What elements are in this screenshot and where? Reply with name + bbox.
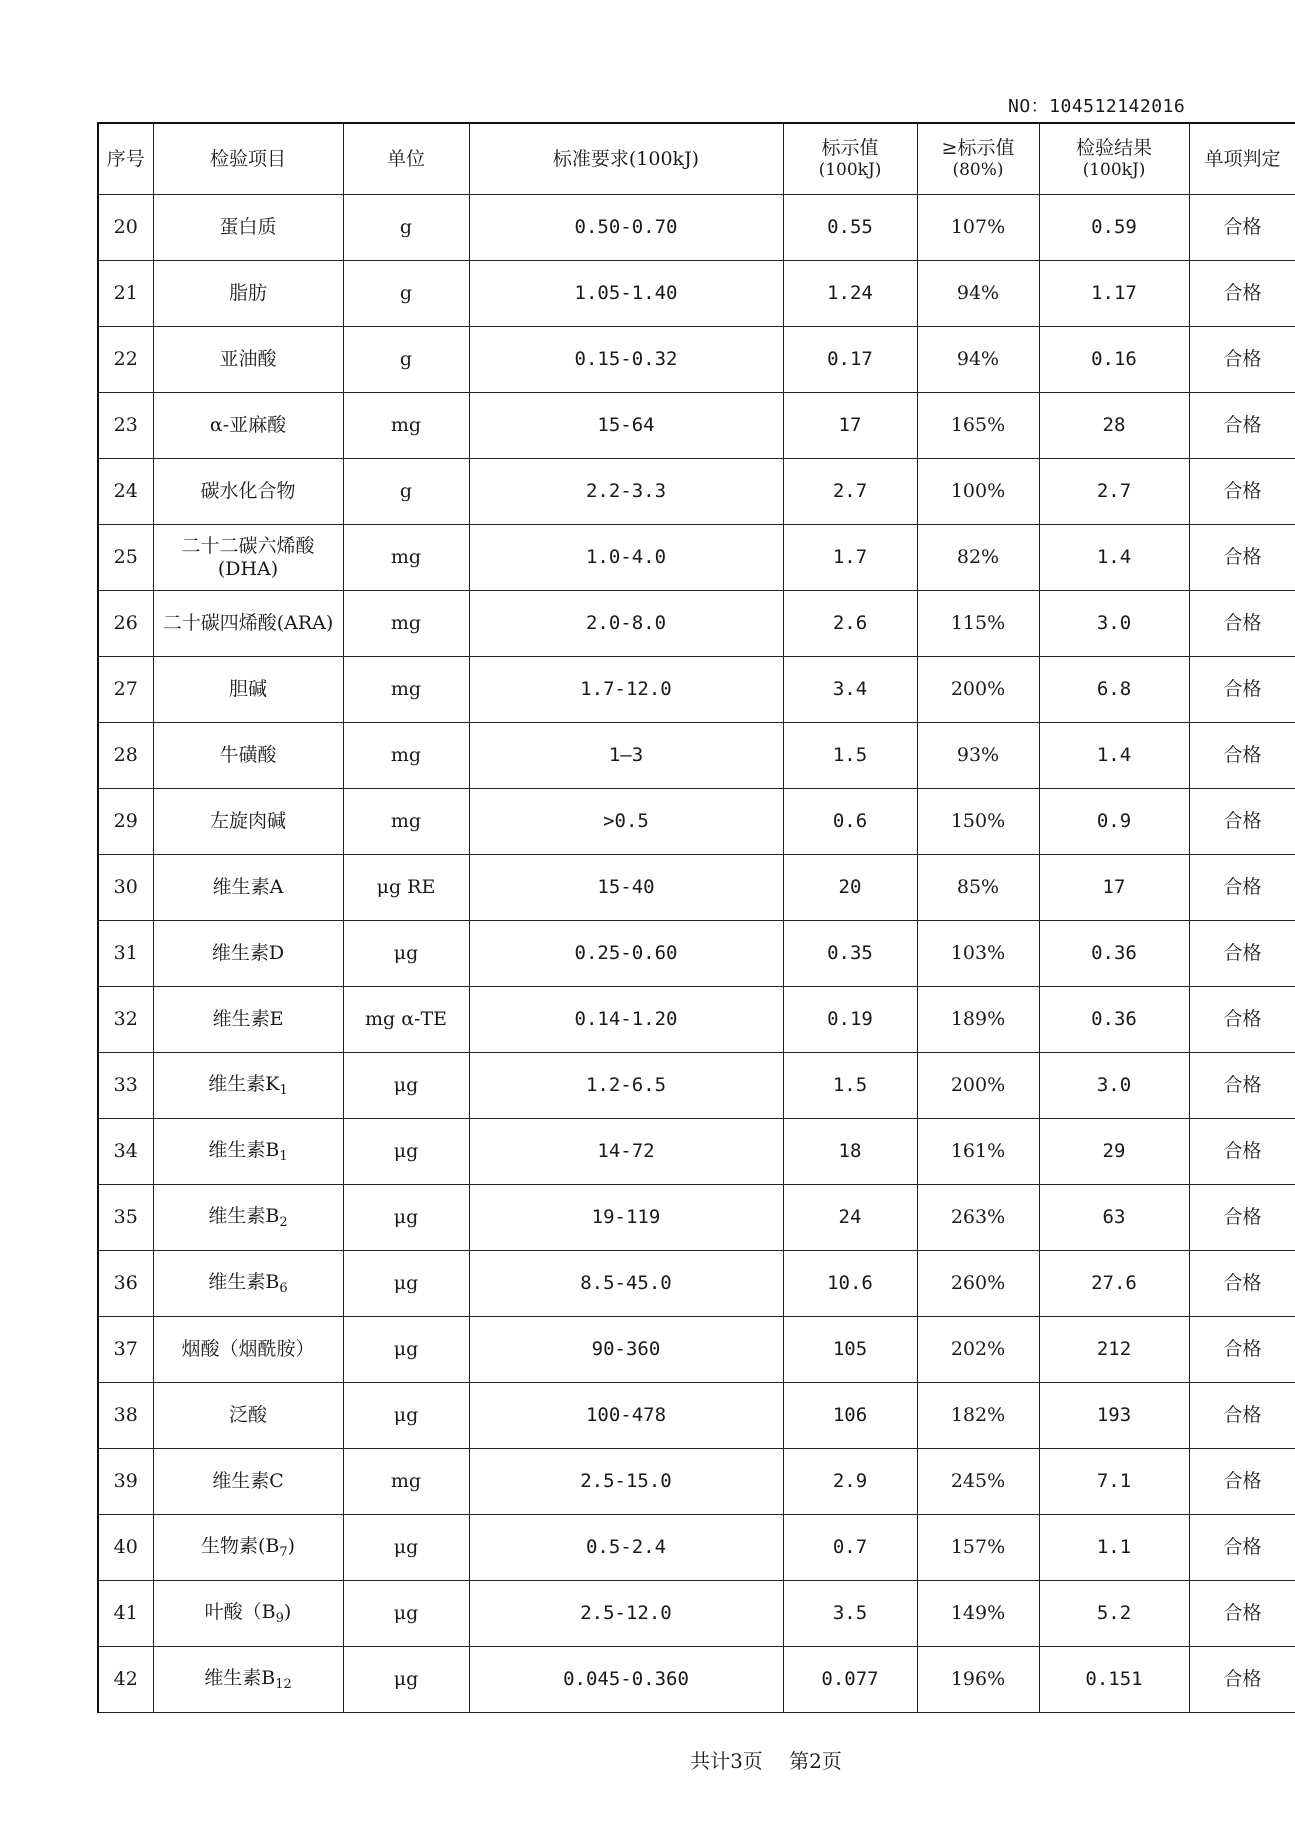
item-name-text: 维生素A bbox=[212, 876, 284, 899]
percent-of-label: 260% bbox=[917, 1251, 1039, 1317]
label-value: 10.6 bbox=[783, 1251, 917, 1317]
standard-requirement: 0.14-1.20 bbox=[469, 987, 783, 1053]
unit: g bbox=[343, 261, 469, 327]
item-name-text: 泛酸 bbox=[228, 1404, 267, 1427]
table-row bbox=[98, 1185, 1295, 1251]
header-pct-label-main: ≥标示值 bbox=[941, 137, 1015, 160]
row-number: 32 bbox=[98, 987, 153, 1053]
judgement: 合格 bbox=[1189, 459, 1295, 525]
percent-of-label: 165% bbox=[917, 393, 1039, 459]
row-number: 23 bbox=[98, 393, 153, 459]
item-name bbox=[153, 1449, 343, 1515]
test-result: 1.4 bbox=[1039, 525, 1189, 591]
item-name-text: 脂肪 bbox=[228, 282, 267, 305]
table-row bbox=[98, 195, 1295, 261]
item-name bbox=[153, 855, 343, 921]
test-result: 2.7 bbox=[1039, 459, 1189, 525]
test-result: 0.9 bbox=[1039, 789, 1189, 855]
unit: mg bbox=[343, 789, 469, 855]
item-name-text: 维生素K bbox=[208, 1072, 280, 1095]
item-name bbox=[153, 1515, 343, 1581]
label-value: 24 bbox=[783, 1185, 917, 1251]
test-result: 0.36 bbox=[1039, 921, 1189, 987]
percent-of-label: 82% bbox=[917, 525, 1039, 591]
table-row bbox=[98, 1251, 1295, 1317]
row-number: 26 bbox=[98, 591, 153, 657]
judgement: 合格 bbox=[1189, 1119, 1295, 1185]
test-result: 0.36 bbox=[1039, 987, 1189, 1053]
label-value: 0.17 bbox=[783, 327, 917, 393]
item-name bbox=[153, 1185, 343, 1251]
item-name-text: 烟酸（烟酰胺） bbox=[181, 1338, 315, 1361]
label-value: 0.19 bbox=[783, 987, 917, 1053]
item-name bbox=[153, 591, 343, 657]
item-name bbox=[153, 459, 343, 525]
unit: g bbox=[343, 459, 469, 525]
unit: mg bbox=[343, 393, 469, 459]
table-row bbox=[98, 261, 1295, 327]
label-value: 3.4 bbox=[783, 657, 917, 723]
percent-of-label: 196% bbox=[917, 1647, 1039, 1713]
header-label-value bbox=[783, 123, 917, 195]
table-row bbox=[98, 723, 1295, 789]
header-item: 检验项目 bbox=[153, 123, 343, 195]
header-label-value-main: 标示值 bbox=[821, 137, 879, 160]
percent-of-label: 202% bbox=[917, 1317, 1039, 1383]
judgement: 合格 bbox=[1189, 1053, 1295, 1119]
standard-requirement: 1.2-6.5 bbox=[469, 1053, 783, 1119]
standard-requirement: 2.5-15.0 bbox=[469, 1449, 783, 1515]
page-footer bbox=[0, 1745, 1295, 1774]
item-name-text: 维生素B bbox=[208, 1204, 280, 1227]
item-name bbox=[153, 393, 343, 459]
item-name bbox=[153, 525, 343, 591]
table-body bbox=[98, 195, 1295, 1713]
label-value: 1.7 bbox=[783, 525, 917, 591]
standard-requirement: 1.05-1.40 bbox=[469, 261, 783, 327]
item-name-text: 维生素D bbox=[211, 942, 285, 965]
judgement: 合格 bbox=[1189, 1185, 1295, 1251]
standard-requirement: 100-478 bbox=[469, 1383, 783, 1449]
label-value: 2.7 bbox=[783, 459, 917, 525]
header-result bbox=[1039, 123, 1189, 195]
item-name bbox=[153, 723, 343, 789]
label-value: 0.55 bbox=[783, 195, 917, 261]
unit: mg bbox=[343, 591, 469, 657]
label-value: 1.5 bbox=[783, 723, 917, 789]
header-result-sub: (100kJ) bbox=[1082, 160, 1146, 181]
item-name-subscript: 1 bbox=[279, 1148, 288, 1164]
item-name-text: 生物素(B bbox=[200, 1534, 280, 1557]
judgement: 合格 bbox=[1189, 1449, 1295, 1515]
table-row bbox=[98, 921, 1295, 987]
item-name-text: 维生素C bbox=[212, 1470, 284, 1493]
row-number: 30 bbox=[98, 855, 153, 921]
test-result: 3.0 bbox=[1039, 1053, 1189, 1119]
unit: μg bbox=[343, 921, 469, 987]
percent-of-label: 93% bbox=[917, 723, 1039, 789]
item-name-text: 叶酸（B bbox=[204, 1600, 276, 1623]
test-result: 27.6 bbox=[1039, 1251, 1189, 1317]
percent-of-label: 100% bbox=[917, 459, 1039, 525]
header-label-value-sub: (100kJ) bbox=[818, 160, 882, 181]
footer-total-pages: 共计3页 bbox=[690, 1749, 763, 1773]
table-row bbox=[98, 525, 1295, 591]
item-name bbox=[153, 789, 343, 855]
judgement: 合格 bbox=[1189, 195, 1295, 261]
table-row bbox=[98, 855, 1295, 921]
item-name-text: 维生素B bbox=[208, 1138, 280, 1161]
header-pct-label-sub: (80%) bbox=[952, 160, 1004, 181]
unit: mg α-TE bbox=[343, 987, 469, 1053]
unit: μg bbox=[343, 1053, 469, 1119]
row-number: 24 bbox=[98, 459, 153, 525]
header-judgement: 单项判定 bbox=[1189, 123, 1295, 195]
judgement: 合格 bbox=[1189, 789, 1295, 855]
item-name bbox=[153, 1119, 343, 1185]
judgement: 合格 bbox=[1189, 1317, 1295, 1383]
standard-requirement: 1—3 bbox=[469, 723, 783, 789]
standard-requirement: 90-360 bbox=[469, 1317, 783, 1383]
judgement: 合格 bbox=[1189, 1647, 1295, 1713]
table-row bbox=[98, 657, 1295, 723]
judgement: 合格 bbox=[1189, 1515, 1295, 1581]
label-value: 0.7 bbox=[783, 1515, 917, 1581]
standard-requirement: 0.045-0.360 bbox=[469, 1647, 783, 1713]
row-number: 33 bbox=[98, 1053, 153, 1119]
item-name-subscript: 1 bbox=[279, 1082, 288, 1098]
table-row bbox=[98, 459, 1295, 525]
table-row bbox=[98, 393, 1295, 459]
unit: μg bbox=[343, 1185, 469, 1251]
unit: μg bbox=[343, 1251, 469, 1317]
test-result: 193 bbox=[1039, 1383, 1189, 1449]
row-number: 38 bbox=[98, 1383, 153, 1449]
row-number: 29 bbox=[98, 789, 153, 855]
label-value: 2.9 bbox=[783, 1449, 917, 1515]
standard-requirement: 8.5-45.0 bbox=[469, 1251, 783, 1317]
item-name-text: 牛磺酸 bbox=[219, 744, 277, 767]
item-name bbox=[153, 1383, 343, 1449]
test-result: 7.1 bbox=[1039, 1449, 1189, 1515]
percent-of-label: 200% bbox=[917, 657, 1039, 723]
judgement: 合格 bbox=[1189, 657, 1295, 723]
item-name-text: 维生素E bbox=[212, 1008, 284, 1031]
table-row bbox=[98, 1317, 1295, 1383]
item-name-text: 维生素B bbox=[204, 1666, 276, 1689]
test-result: 0.151 bbox=[1039, 1647, 1189, 1713]
standard-requirement: 15-40 bbox=[469, 855, 783, 921]
row-number: 40 bbox=[98, 1515, 153, 1581]
judgement: 合格 bbox=[1189, 723, 1295, 789]
standard-requirement: 1.7-12.0 bbox=[469, 657, 783, 723]
percent-of-label: 245% bbox=[917, 1449, 1039, 1515]
test-result: 29 bbox=[1039, 1119, 1189, 1185]
item-name-subscript: 6 bbox=[279, 1280, 288, 1296]
row-number: 39 bbox=[98, 1449, 153, 1515]
row-number: 35 bbox=[98, 1185, 153, 1251]
standard-requirement: 0.25-0.60 bbox=[469, 921, 783, 987]
unit: μg bbox=[343, 1383, 469, 1449]
test-result: 212 bbox=[1039, 1317, 1189, 1383]
header-unit: 单位 bbox=[343, 123, 469, 195]
table-row bbox=[98, 789, 1295, 855]
row-number: 36 bbox=[98, 1251, 153, 1317]
item-name bbox=[153, 1251, 343, 1317]
judgement: 合格 bbox=[1189, 987, 1295, 1053]
test-result: 0.59 bbox=[1039, 195, 1189, 261]
label-value: 105 bbox=[783, 1317, 917, 1383]
judgement: 合格 bbox=[1189, 591, 1295, 657]
test-result: 17 bbox=[1039, 855, 1189, 921]
item-name-text: 亚油酸 bbox=[219, 348, 277, 371]
inspection-table bbox=[97, 122, 1295, 1713]
item-name-text: 二十二碳六烯酸 bbox=[181, 534, 315, 557]
table-row bbox=[98, 327, 1295, 393]
percent-of-label: 182% bbox=[917, 1383, 1039, 1449]
table-row bbox=[98, 1647, 1295, 1713]
unit: mg bbox=[343, 1449, 469, 1515]
item-name-subscript: 12 bbox=[275, 1676, 292, 1692]
item-name bbox=[153, 1053, 343, 1119]
item-name bbox=[153, 261, 343, 327]
row-number: 25 bbox=[98, 525, 153, 591]
row-number: 28 bbox=[98, 723, 153, 789]
test-result: 5.2 bbox=[1039, 1581, 1189, 1647]
unit: μg bbox=[343, 1119, 469, 1185]
percent-of-label: 263% bbox=[917, 1185, 1039, 1251]
standard-requirement: 0.50-0.70 bbox=[469, 195, 783, 261]
percent-of-label: 150% bbox=[917, 789, 1039, 855]
header-seq: 序号 bbox=[98, 123, 153, 195]
item-name bbox=[153, 987, 343, 1053]
judgement: 合格 bbox=[1189, 921, 1295, 987]
judgement: 合格 bbox=[1189, 855, 1295, 921]
standard-requirement: 15-64 bbox=[469, 393, 783, 459]
label-value: 1.24 bbox=[783, 261, 917, 327]
test-result: 1.4 bbox=[1039, 723, 1189, 789]
judgement: 合格 bbox=[1189, 525, 1295, 591]
test-result: 1.1 bbox=[1039, 1515, 1189, 1581]
item-name-text: α-亚麻酸 bbox=[209, 414, 287, 437]
item-name-subscript: 7 bbox=[279, 1544, 288, 1560]
item-name-text: 左旋肉碱 bbox=[209, 810, 286, 833]
standard-requirement: 2.0-8.0 bbox=[469, 591, 783, 657]
item-name bbox=[153, 1581, 343, 1647]
item-name-suffix: ) bbox=[283, 1600, 292, 1623]
table-row bbox=[98, 591, 1295, 657]
standard-requirement: 2.2-3.3 bbox=[469, 459, 783, 525]
standard-requirement: 14-72 bbox=[469, 1119, 783, 1185]
row-number: 21 bbox=[98, 261, 153, 327]
test-result: 6.8 bbox=[1039, 657, 1189, 723]
unit: mg bbox=[343, 525, 469, 591]
percent-of-label: 200% bbox=[917, 1053, 1039, 1119]
header-pct-label bbox=[917, 123, 1039, 195]
judgement: 合格 bbox=[1189, 327, 1295, 393]
label-value: 0.35 bbox=[783, 921, 917, 987]
item-name-subscript: 2 bbox=[279, 1214, 288, 1230]
unit: μg bbox=[343, 1515, 469, 1581]
standard-requirement: 0.5-2.4 bbox=[469, 1515, 783, 1581]
unit: mg bbox=[343, 657, 469, 723]
header-result-main: 检验结果 bbox=[1075, 137, 1152, 160]
item-name-line2: (DHA) bbox=[217, 557, 279, 580]
judgement: 合格 bbox=[1189, 1581, 1295, 1647]
footer-page-number: 第2页 bbox=[789, 1749, 842, 1773]
percent-of-label: 107% bbox=[917, 195, 1039, 261]
standard-requirement: 0.15-0.32 bbox=[469, 327, 783, 393]
unit: μg bbox=[343, 1647, 469, 1713]
unit: g bbox=[343, 327, 469, 393]
item-name bbox=[153, 921, 343, 987]
judgement: 合格 bbox=[1189, 261, 1295, 327]
label-value: 17 bbox=[783, 393, 917, 459]
table-row bbox=[98, 1119, 1295, 1185]
item-name bbox=[153, 195, 343, 261]
percent-of-label: 149% bbox=[917, 1581, 1039, 1647]
standard-requirement: 1.0-4.0 bbox=[469, 525, 783, 591]
item-name bbox=[153, 1317, 343, 1383]
label-value: 1.5 bbox=[783, 1053, 917, 1119]
unit: μg RE bbox=[343, 855, 469, 921]
label-value: 20 bbox=[783, 855, 917, 921]
label-value: 3.5 bbox=[783, 1581, 917, 1647]
report-number: NO：104512142016 bbox=[1008, 96, 1186, 117]
percent-of-label: 94% bbox=[917, 261, 1039, 327]
item-name-subscript: 9 bbox=[275, 1610, 284, 1626]
test-result: 0.16 bbox=[1039, 327, 1189, 393]
row-number: 31 bbox=[98, 921, 153, 987]
row-number: 22 bbox=[98, 327, 153, 393]
judgement: 合格 bbox=[1189, 1383, 1295, 1449]
label-value: 106 bbox=[783, 1383, 917, 1449]
item-name-text: 维生素B bbox=[208, 1270, 280, 1293]
item-name-text: 蛋白质 bbox=[219, 216, 277, 239]
label-value: 0.077 bbox=[783, 1647, 917, 1713]
table-header bbox=[98, 123, 1295, 195]
percent-of-label: 85% bbox=[917, 855, 1039, 921]
judgement: 合格 bbox=[1189, 1251, 1295, 1317]
header-standard: 标准要求(100kJ) bbox=[469, 123, 783, 195]
test-result: 3.0 bbox=[1039, 591, 1189, 657]
unit: mg bbox=[343, 723, 469, 789]
unit: g bbox=[343, 195, 469, 261]
percent-of-label: 161% bbox=[917, 1119, 1039, 1185]
percent-of-label: 103% bbox=[917, 921, 1039, 987]
test-result: 63 bbox=[1039, 1185, 1189, 1251]
unit: μg bbox=[343, 1317, 469, 1383]
table-row bbox=[98, 1383, 1295, 1449]
standard-requirement: >0.5 bbox=[469, 789, 783, 855]
table-row bbox=[98, 1449, 1295, 1515]
percent-of-label: 115% bbox=[917, 591, 1039, 657]
table-row bbox=[98, 1515, 1295, 1581]
label-value: 18 bbox=[783, 1119, 917, 1185]
item-name bbox=[153, 327, 343, 393]
row-number: 27 bbox=[98, 657, 153, 723]
table-row bbox=[98, 1581, 1295, 1647]
item-name-text: 二十碳四烯酸(ARA) bbox=[162, 612, 334, 635]
judgement: 合格 bbox=[1189, 393, 1295, 459]
item-name-text: 胆碱 bbox=[228, 678, 267, 701]
test-result: 1.17 bbox=[1039, 261, 1189, 327]
label-value: 2.6 bbox=[783, 591, 917, 657]
item-name bbox=[153, 657, 343, 723]
item-name bbox=[153, 1647, 343, 1713]
unit: μg bbox=[343, 1581, 469, 1647]
standard-requirement: 2.5-12.0 bbox=[469, 1581, 783, 1647]
table-row bbox=[98, 987, 1295, 1053]
table-row bbox=[98, 1053, 1295, 1119]
percent-of-label: 189% bbox=[917, 987, 1039, 1053]
item-name-suffix: ) bbox=[287, 1534, 296, 1557]
item-name-text: 碳水化合物 bbox=[200, 480, 296, 503]
row-number: 34 bbox=[98, 1119, 153, 1185]
row-number: 42 bbox=[98, 1647, 153, 1713]
row-number: 37 bbox=[98, 1317, 153, 1383]
row-number: 20 bbox=[98, 195, 153, 261]
percent-of-label: 94% bbox=[917, 327, 1039, 393]
percent-of-label: 157% bbox=[917, 1515, 1039, 1581]
test-result: 28 bbox=[1039, 393, 1189, 459]
row-number: 41 bbox=[98, 1581, 153, 1647]
standard-requirement: 19-119 bbox=[469, 1185, 783, 1251]
label-value: 0.6 bbox=[783, 789, 917, 855]
